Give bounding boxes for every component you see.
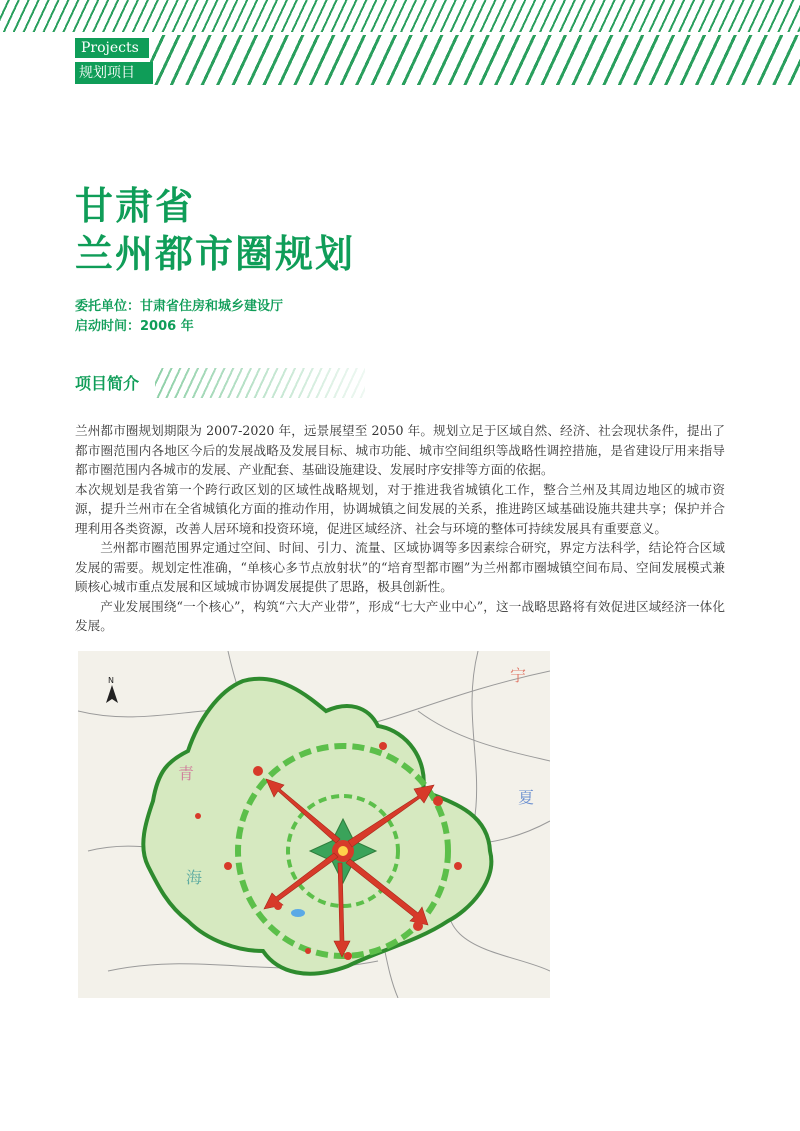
start-time-line: 启动时间：2006 年: [75, 319, 194, 334]
title-line-1: 甘肃省: [75, 184, 196, 228]
section-tag-en: Projects: [75, 38, 149, 58]
province-label-xia: 夏: [518, 788, 535, 807]
paragraph-2: 本次规划是我省第一个跨行政区划的区域性战略规划，对于推进我省城镇化工作，整合兰州及其周边地区的城市资源，提升兰州市在全省城镇化方面的推动作用，协调城镇之间发展的关系，推进跨区域基础设施共建共享；保护并合理利用各类资源，改善人居环境和投资环境，促进区域经济、社会与环境的整体可持续发展具有重要意义。: [75, 481, 725, 536]
header-stripe-band-2: [150, 35, 800, 85]
core-city-center: [338, 846, 348, 856]
section-heading: 项目简介: [75, 374, 140, 393]
title-line-2: 兰州都市圈规划: [75, 232, 356, 276]
paragraph-3: 兰州都市圈范围界定通过空间、时间、引力、流量、区域协调等多因素综合研究，界定方法科学，结论符合区域发展的需要。规划定性准确，“单核心多节点放射状”的“培育型都市圈”为兰州都市圈城镇空间布局、空间发展模式兼顾核心城市重点发展和区域城市协调发展提供了思路，极具创新性。: [75, 540, 725, 594]
client-line: 委托单位：甘肃省住房和城乡建设厅: [75, 299, 284, 314]
section-tag-cn: 规划项目: [75, 62, 153, 84]
paragraph-1: 兰州都市圈规划期限为 2007-2020 年，远景展望至 2050 年。规划立足于区域自然、经济、社会现状条件，提出了都市圈范围内各地区今后的发展战略及发展目标、城市功能、城市空间组织等战略性调控措施，是省建设厅用来指导都市圈范围内各城市的发展、产业配套、基础设施建设、发展时序安排等方面的依据。: [75, 423, 725, 477]
planning-map: [78, 651, 550, 998]
reservoir: [291, 909, 305, 917]
paragraph-4: 产业发展围绕“一个核心”，构筑“六大产业带”，形成“七大产业中心”，这一战略思路将有效促进区域经济一体化发展。: [75, 598, 725, 633]
project-meta: [75, 297, 283, 337]
section-heading-stripes: [155, 368, 365, 398]
province-label-ning: 宁: [510, 666, 527, 685]
province-label-qing: 青: [178, 764, 195, 783]
header-stripe-band: [0, 0, 800, 32]
north-label: N: [108, 676, 114, 685]
page-title: [75, 182, 355, 278]
planning-map-svg: [78, 651, 550, 998]
province-label-hai: 海: [186, 868, 203, 887]
body-text: [75, 421, 725, 636]
